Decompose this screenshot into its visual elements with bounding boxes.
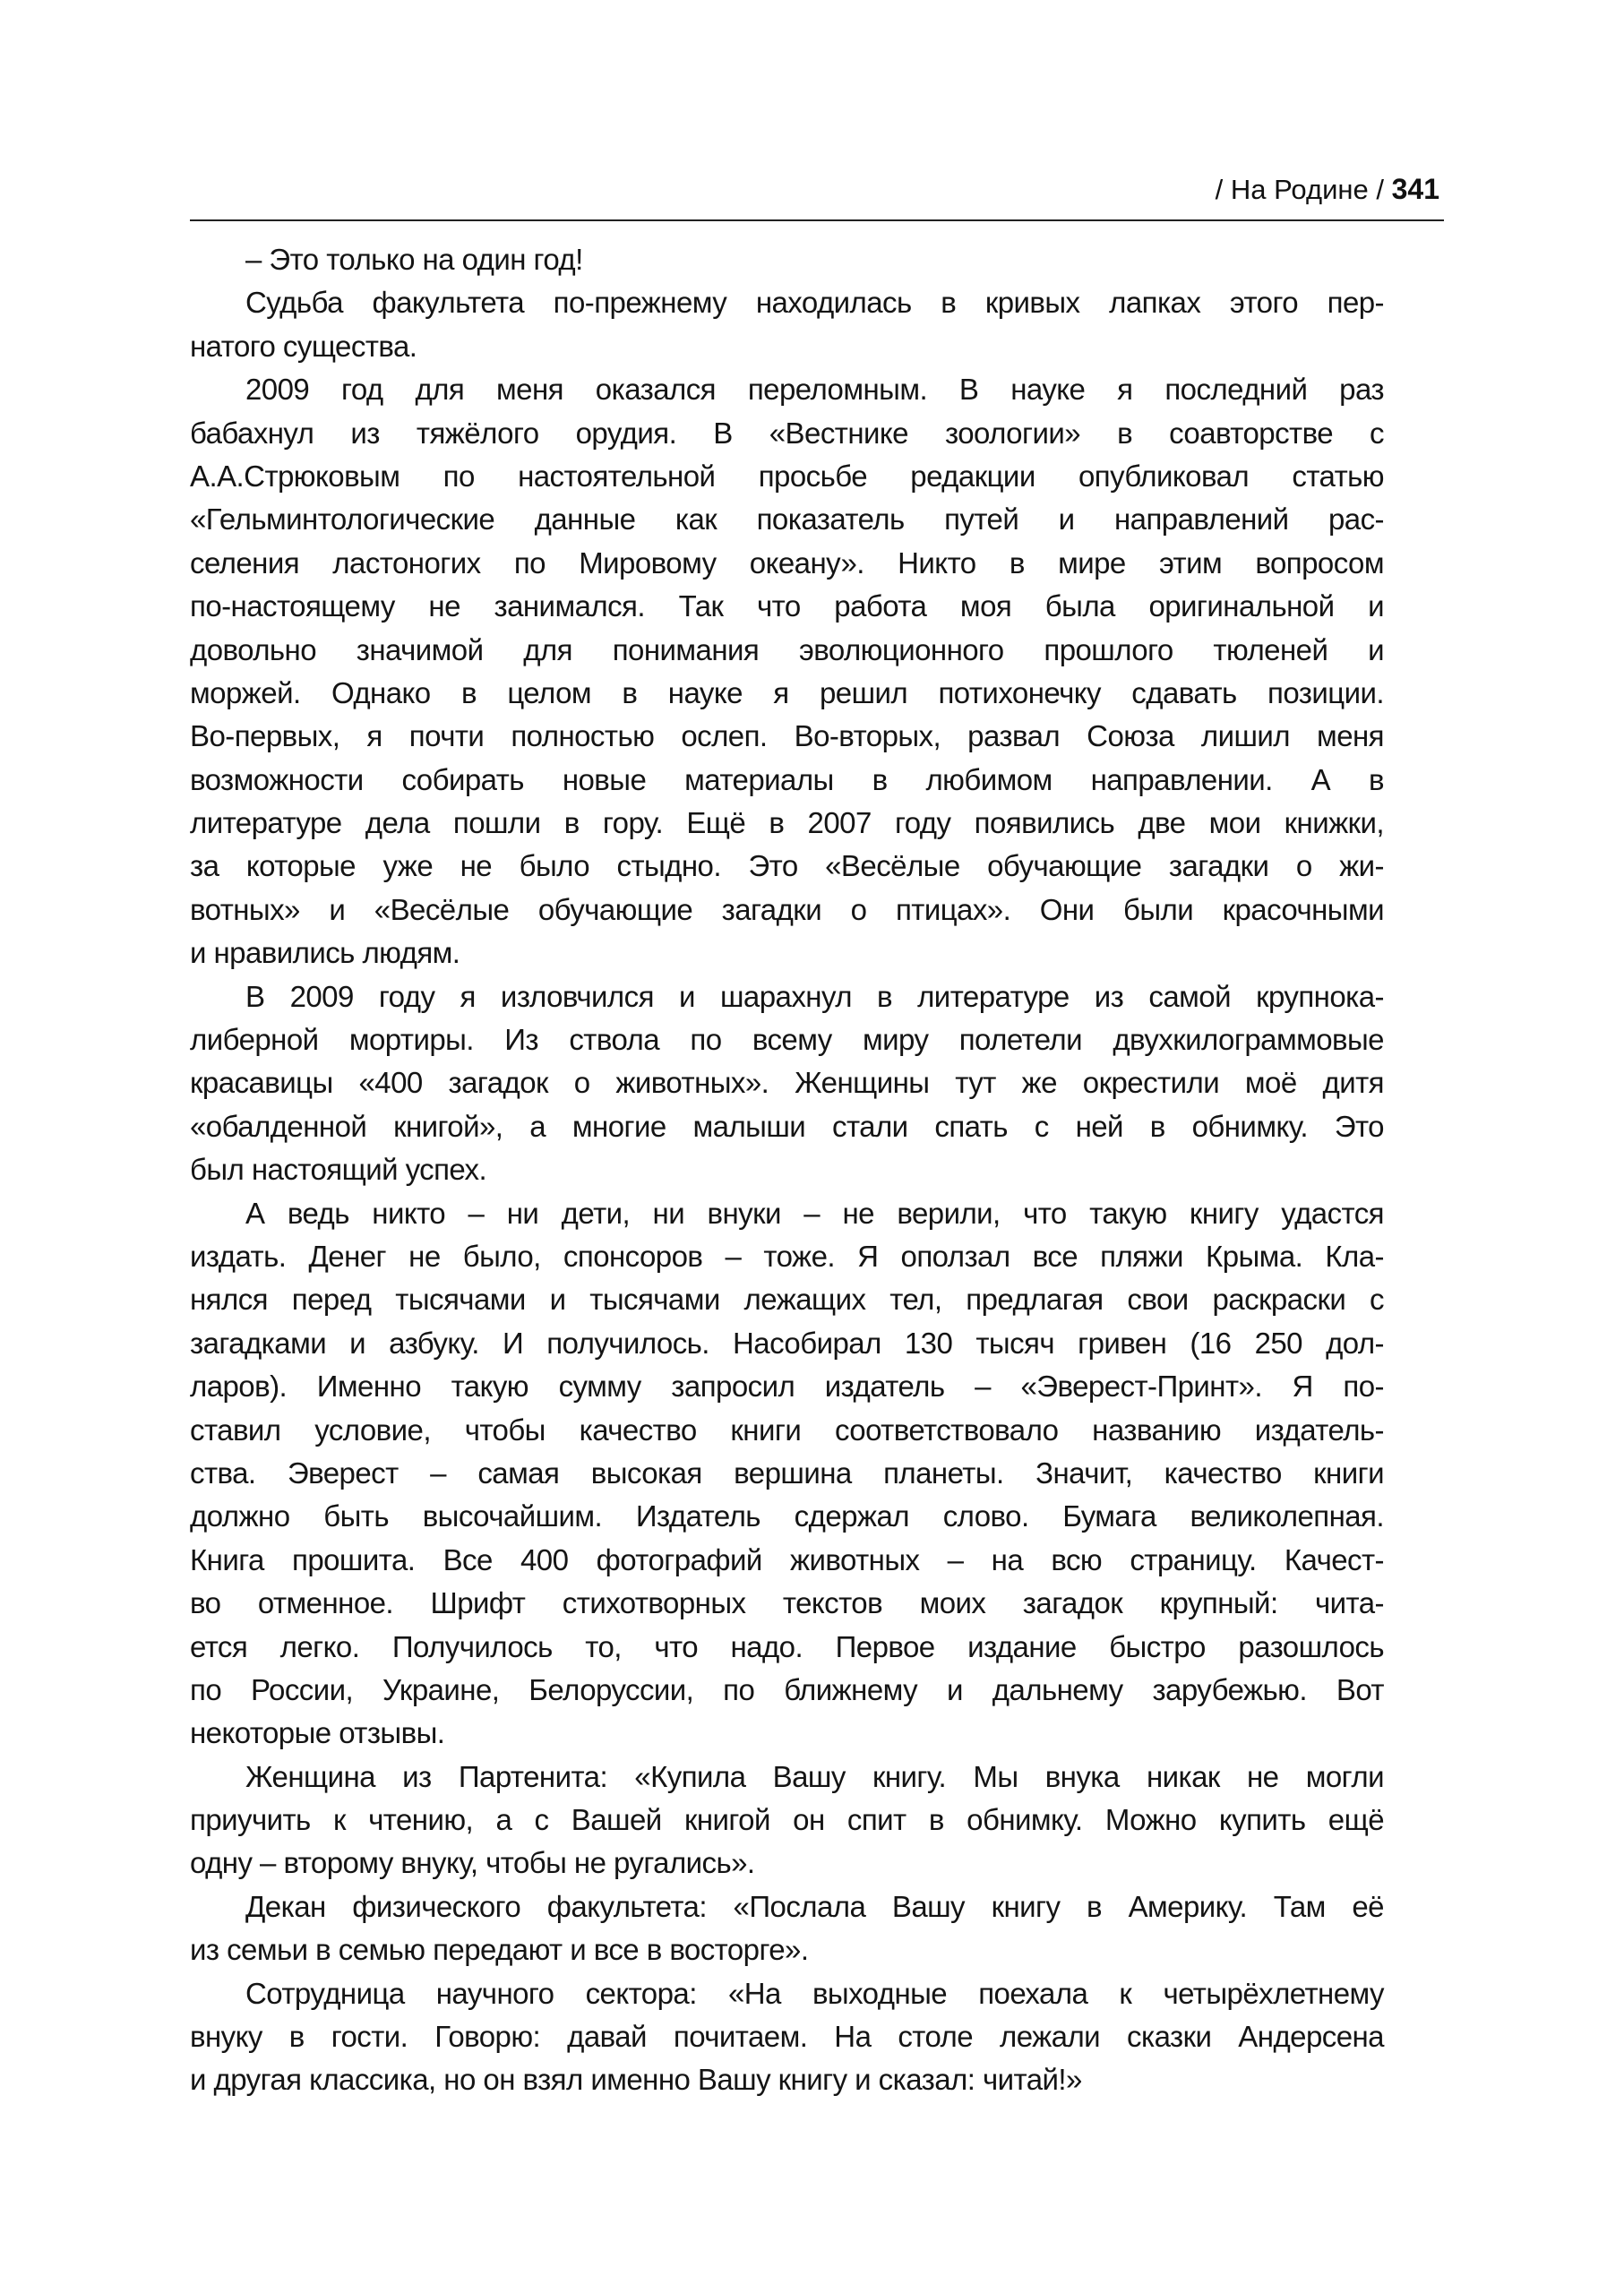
text-line: нялся перед тысячами и тысячами лежащих тел, предлагая свои раскраски с xyxy=(190,1283,1384,1317)
text-line: Женщина из Партенита: «Купила Вашу книгу. Мы внука никак не могли xyxy=(245,1759,1384,1793)
text-line: довольно значимой для понимания эволюционного прошлого тюленей и xyxy=(190,632,1384,666)
text-line: был настоящий успех. xyxy=(190,1153,487,1187)
text-line: литературе дела пошли в гору. Ещё в 2007 году появились две мои книжки, xyxy=(190,806,1384,840)
text-line: Во-первых, я почти полностью ослеп. Во-вторых, развал Союза лишил меня xyxy=(190,719,1384,753)
text-line: и другая классика, но он взял именно Вашу книгу и сказал: читай!» xyxy=(190,2063,1082,2097)
text-line: ства. Эверест – самая высокая вершина планеты. Значит, качество книги xyxy=(190,1456,1384,1490)
text-line: возможности собирать новые материалы в любимом направлении. А в xyxy=(190,762,1384,796)
text-line: по России, Украине, Белоруссии, по ближнему и дальнему зарубежью. Вот xyxy=(190,1672,1384,1706)
text-line: загадками и азбуку. И получилось. Насобирал 130 тысяч гривен (16 250 дол- xyxy=(190,1326,1384,1360)
text-line: Судьба факультета по-прежнему находилась в кривых лапках этого пер- xyxy=(245,286,1384,320)
text-line: А.А.Стрюковым по настоятельной просьбе редакции опубликовал статью xyxy=(190,459,1384,493)
text-line: «Гельминтологические данные как показатель путей и направлений рас- xyxy=(190,502,1384,537)
text-line: либерной мортиры. Из ствола по всему миру полетели двухкилограммовые xyxy=(190,1023,1384,1057)
text-line: по-настоящему не занимался. Так что работа моя была оригинальной и xyxy=(190,589,1384,623)
text-line: вотных» и «Весёлые обучающие загадки о птицах». Они были красочными xyxy=(190,892,1384,926)
text-line: бабахнул из тяжёлого орудия. В «Вестнике зоологии» в соавторстве с xyxy=(190,416,1384,450)
text-line: приучить к чтению, а с Вашей книгой он спит в обнимку. Можно купить ещё xyxy=(190,1803,1384,1837)
text-line: «обалденной книгой», а многие малыши стали спать с ней в обнимку. Это xyxy=(190,1109,1384,1143)
section-title: / На Родине / xyxy=(1215,174,1392,205)
text-line: во отменное. Шрифт стихотворных текстов моих загадок крупный: чита- xyxy=(190,1586,1384,1620)
text-line: некоторые отзывы. xyxy=(190,1716,445,1750)
text-line: должно быть высочайшим. Издатель сдержал слово. Бумага великолепная. xyxy=(190,1499,1384,1533)
text-line: 2009 год для меня оказался переломным. В науке я последний раз xyxy=(245,373,1384,407)
running-header xyxy=(985,170,1439,208)
text-line: внуку в гости. Говорю: давай почитаем. На столе лежали сказки Андерсена xyxy=(190,2020,1384,2054)
text-line: и нравились людям. xyxy=(190,936,460,970)
text-line: издать. Денег не было, спонсоров – тоже. Я оползал все пляжи Крыма. Кла- xyxy=(190,1239,1384,1273)
text-line: за которые уже не было стыдно. Это «Весёлые обучающие загадки о жи- xyxy=(190,849,1384,883)
body-text xyxy=(190,238,1384,2102)
text-line: В 2009 году я изловчился и шарахнул в литературе из самой крупнока- xyxy=(245,979,1384,1013)
text-line: – Это только на один год! xyxy=(245,243,583,276)
header-rule xyxy=(190,219,1444,221)
text-line: ется легко. Получилось то, что надо. Первое издание быстро разошлось xyxy=(190,1629,1384,1663)
text-line: натого существа. xyxy=(190,329,417,363)
text-line: одну – второму внуку, чтобы не ругались». xyxy=(190,1846,755,1880)
text-line: селения ластоногих по Мировому океану». Никто в мире этим вопросом xyxy=(190,545,1384,580)
text-line: моржей. Однако в целом в науке я решил потихонечку сдавать позиции. xyxy=(190,675,1384,709)
text-line: ларов). Именно такую сумму запросил издатель – «Эверест-Принт». Я по- xyxy=(190,1370,1384,1404)
text-line: Книга прошита. Все 400 фотографий животных – на всю страницу. Качест- xyxy=(190,1542,1384,1576)
text-line: из семьи в семью передают и все в восторге». xyxy=(190,1933,809,1967)
text-line: Декан физического факультета: «Послала Вашу книгу в Америку. Там её xyxy=(245,1889,1384,1923)
text-line: ставил условие, чтобы качество книги соответствовало названию издатель- xyxy=(190,1413,1384,1447)
text-line: красавицы «400 загадок о животных». Женщины тут же окрестили моё дитя xyxy=(190,1066,1384,1100)
text-line: Сотрудница научного сектора: «На выходные поехала к четырёхлетнему xyxy=(245,1976,1384,2010)
page-number: 341 xyxy=(1391,173,1439,205)
text-line: А ведь никто – ни дети, ни внуки – не верили, что такую книгу удастся xyxy=(245,1196,1384,1230)
